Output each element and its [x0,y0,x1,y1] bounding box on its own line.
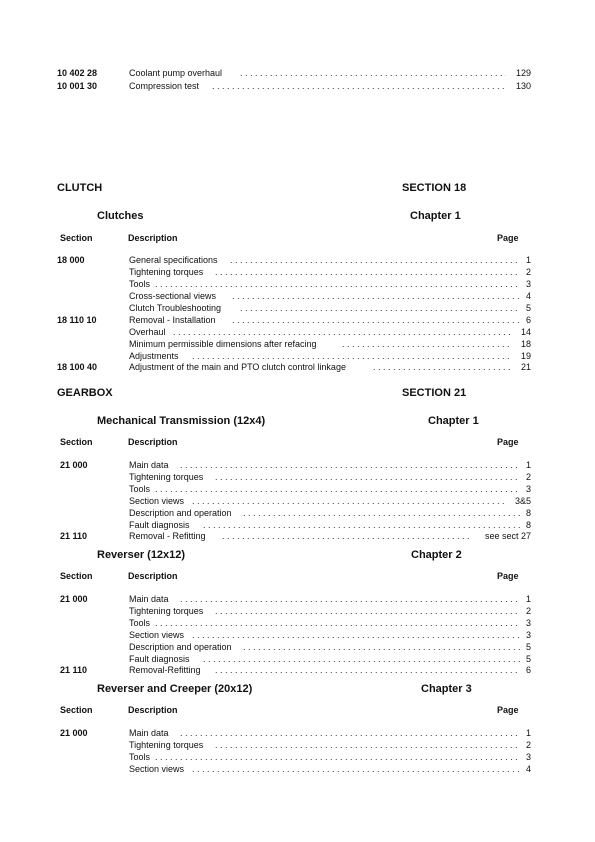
entry-page: 4 [525,291,531,301]
section-code: 10 402 28 [57,68,98,78]
chapter-title: Mechanical Transmission (12x4) [97,415,266,427]
entry-page: 3&5 [514,496,531,506]
entry-description: Removal - Refitting [129,531,206,541]
entry-description: Adjustment of the main and PTO clutch control linkage [129,362,346,372]
column-header-page: Page [497,571,519,581]
entry-description: Minimum permissible dimensions after refacing [129,339,317,349]
entry-description: Main data [129,728,169,738]
dot-leader [232,315,520,325]
dot-leader [155,279,520,289]
dot-leader [155,484,520,494]
dot-leader [342,339,511,349]
column-header-section: Section [60,571,93,581]
section-code: 21 110 [60,531,88,541]
entry-page: see sect 27 [484,531,531,541]
entry-description: Removal - Installation [129,315,216,325]
section-code: 18 100 40 [57,362,98,372]
entry-page: 3 [525,484,531,494]
section-code: 18 110 10 [57,315,97,325]
dot-leader [222,531,472,541]
entry-page: 6 [525,665,531,675]
entry-page: 3 [525,618,531,628]
dot-leader [230,255,520,265]
column-header-section: Section [60,233,93,243]
entry-description: Description and operation [129,508,232,518]
entry-description: Tightening torques [129,267,204,277]
entry-page: 19 [520,351,531,361]
dot-leader [215,740,520,750]
column-header-description: Description [128,233,178,243]
chapter-number: Chapter 1 [428,415,479,427]
entry-page: 2 [525,472,531,482]
entry-page: 8 [525,520,531,530]
entry-description: Main data [129,460,169,470]
entry-description: Fault diagnosis [129,520,190,530]
dot-leader [155,618,520,628]
dot-leader [173,327,511,337]
dot-leader [180,728,520,738]
dot-leader [180,460,520,470]
entry-page: 4 [525,764,531,774]
section-code: 21 000 [60,728,88,738]
entry-page: 6 [525,315,531,325]
entry-page: 5 [525,654,531,664]
section-code: 21 000 [60,594,88,604]
entry-page: 21 [520,362,531,372]
entry-description: Compression test [129,81,200,91]
dot-leader [240,303,520,313]
section-code: 21 110 [60,665,88,675]
column-header-page: Page [497,437,519,447]
group-title: CLUTCH [57,182,103,194]
dot-leader [373,362,511,372]
entry-page: 2 [525,267,531,277]
column-header-page: Page [497,233,519,243]
chapter-title: Reverser and Creeper (20x12) [97,683,253,695]
entry-page: 1 [525,594,531,604]
entry-page: 3 [525,630,531,640]
entry-page: 1 [525,255,531,265]
column-header-description: Description [128,571,178,581]
column-header-description: Description [128,437,178,447]
dot-leader [215,665,520,675]
dot-leader [212,81,506,91]
section-code: 18 000 [57,255,85,265]
entry-description: Tools [129,279,151,289]
entry-description: Section views [129,630,185,640]
entry-description: Clutch Troubleshooting [129,303,222,313]
entry-description: General specifications [129,255,218,265]
group-title: GEARBOX [57,387,113,399]
dot-leader [155,752,520,762]
entry-page: 1 [525,460,531,470]
dot-leader [240,68,506,78]
section-code: 10 001 30 [57,81,98,91]
section-number: SECTION 21 [402,387,467,399]
entry-page: 5 [525,303,531,313]
entry-page: 14 [520,327,531,337]
section-code: 21 000 [60,460,88,470]
entry-page: 5 [525,642,531,652]
entry-description: Tightening torques [129,606,204,616]
entry-page: 8 [525,508,531,518]
entry-page: 3 [525,279,531,289]
dot-leader [203,654,520,664]
entry-description: Cross-sectional views [129,291,217,301]
dot-leader [192,764,520,774]
entry-description: Tools [129,752,151,762]
column-header-section: Section [60,705,93,715]
entry-description: Tightening torques [129,740,204,750]
dot-leader [232,291,520,301]
entry-description: Section views [129,764,185,774]
dot-leader [243,642,520,652]
entry-description: Tightening torques [129,472,204,482]
dot-leader [215,606,520,616]
chapter-number: Chapter 3 [421,683,472,695]
entry-description: Fault diagnosis [129,654,190,664]
entry-description: Coolant pump overhaul [129,68,223,78]
column-header-description: Description [128,705,178,715]
chapter-title: Reverser (12x12) [97,549,186,561]
dot-leader [215,267,520,277]
entry-page: 18 [520,339,531,349]
entry-page: 2 [525,740,531,750]
dot-leader [192,630,520,640]
dot-leader [180,594,520,604]
entry-page: 1 [525,728,531,738]
entry-description: Adjustments [129,351,179,361]
section-number: SECTION 18 [402,182,467,194]
entry-description: Overhaul [129,327,166,337]
entry-page: 3 [525,752,531,762]
chapter-title: Clutches [97,210,144,222]
dot-leader [192,351,511,361]
dot-leader [243,508,520,518]
entry-description: Section views [129,496,185,506]
dot-leader [203,520,520,530]
dot-leader [215,472,520,482]
chapter-number: Chapter 2 [411,549,462,561]
entry-description: Tools [129,484,151,494]
entry-page: 2 [525,606,531,616]
entry-description: Main data [129,594,169,604]
entry-page: 129 [515,68,531,78]
entry-description: Removal-Refitting [129,665,201,675]
dot-leader [192,496,506,506]
entry-description: Tools [129,618,151,628]
entry-description: Description and operation [129,642,232,652]
chapter-number: Chapter 1 [410,210,461,222]
entry-page: 130 [515,81,531,91]
column-header-section: Section [60,437,93,447]
column-header-page: Page [497,705,519,715]
